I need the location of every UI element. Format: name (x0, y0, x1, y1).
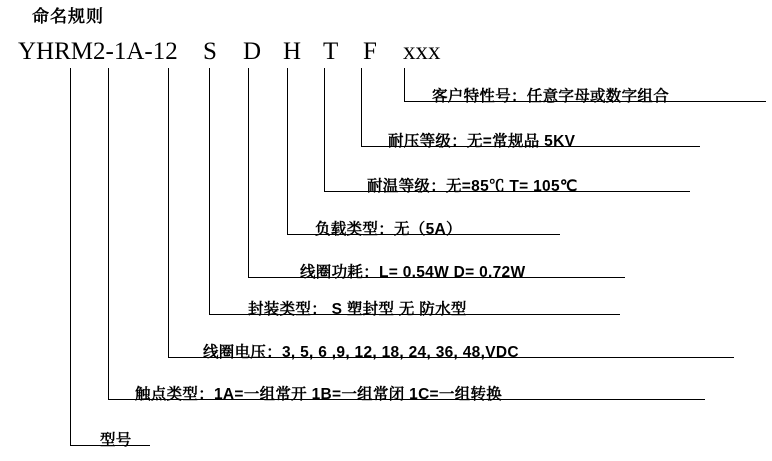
callout-label-temperature-rating: 耐温等级：无=85℃ T= 105℃ (367, 178, 578, 195)
callout-stem (209, 68, 210, 314)
code-segment: D (243, 38, 262, 65)
code-segment: S (203, 38, 217, 65)
page-title: 命名规则 (32, 7, 104, 26)
callout-label-contact-type: 触点类型：1A=一组常开 1B=一组常闭 1C=一组转换 (135, 386, 503, 403)
callout-stem (404, 68, 405, 101)
callout-stem (361, 68, 362, 146)
callout-label-load-type: 负载类型：无（5A） (315, 221, 462, 238)
code-segment: YHRM2-1A-12 (18, 38, 178, 65)
code-segment: T (323, 38, 339, 65)
callout-label-model-number: 型号 (100, 432, 132, 449)
callout-label-customer-code: 客户特性号：任意字母或数字组合 (432, 88, 670, 105)
callout-stem (248, 68, 249, 277)
code-segment: F (363, 38, 377, 65)
code-segment: xxx (403, 38, 441, 65)
callout-stem (324, 68, 325, 191)
callout-stem (287, 68, 288, 234)
callout-label-coil-voltage: 线圈电压：3, 5, 6 ,9, 12, 18, 24, 36, 48,VDC (203, 344, 519, 361)
code-segment: H (283, 38, 302, 65)
callout-stem (168, 68, 169, 357)
callout-stem (108, 68, 109, 399)
callout-label-package-type: 封装类型： S 塑封型 无 防水型 (248, 301, 467, 318)
callout-label-withstand-voltage: 耐压等级：无=常规品 5KV (388, 133, 576, 150)
callout-stem (70, 68, 71, 445)
callout-label-coil-power: 线圈功耗：L= 0.54W D= 0.72W (300, 264, 526, 281)
